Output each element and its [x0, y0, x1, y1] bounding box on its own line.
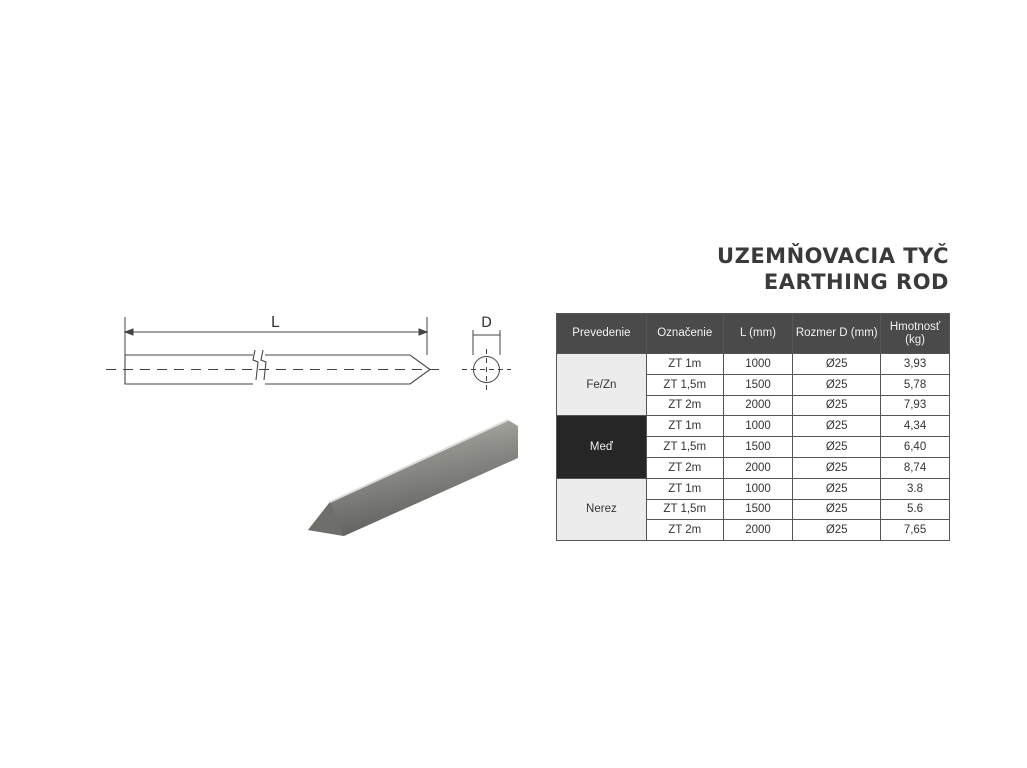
diameter-cell: Ø25 [793, 520, 881, 541]
rod-technical-drawing [100, 305, 520, 400]
material-cell: Nerez [557, 478, 647, 540]
table-header-row [557, 314, 950, 354]
diameter-cell: Ø25 [793, 499, 881, 520]
length-cell: 2000 [723, 520, 793, 541]
length-cell: 1000 [723, 354, 793, 375]
designation-cell: ZT 1m [646, 354, 723, 375]
length-cell: 2000 [723, 457, 793, 478]
header-prevedenie: Prevedenie [557, 314, 647, 354]
weight-cell: 7,93 [881, 395, 950, 416]
designation-cell: ZT 1,5m [646, 437, 723, 458]
designation-cell: ZT 2m [646, 457, 723, 478]
table-row [557, 478, 950, 499]
designation-cell: ZT 1m [646, 416, 723, 437]
length-cell: 1500 [723, 499, 793, 520]
weight-cell: 6,40 [881, 437, 950, 458]
diameter-cell: Ø25 [793, 478, 881, 499]
length-cell: 1000 [723, 416, 793, 437]
length-cell: 1500 [723, 437, 793, 458]
table-row [557, 354, 950, 375]
rod-outline [106, 350, 440, 384]
rod-photo [300, 418, 525, 543]
title-en: EARTHING ROD [763, 270, 949, 294]
diameter-dimension [462, 330, 511, 390]
header-weight: Hmotnosť (kg) [881, 314, 950, 354]
designation-cell: ZT 1,5m [646, 499, 723, 520]
diameter-cell: Ø25 [793, 354, 881, 375]
diameter-cell: Ø25 [793, 416, 881, 437]
designation-cell: ZT 1,5m [646, 374, 723, 395]
weight-cell: 3.8 [881, 478, 950, 499]
spec-table [556, 313, 950, 541]
designation-cell: ZT 1m [646, 478, 723, 499]
diameter-cell: Ø25 [793, 457, 881, 478]
designation-cell: ZT 2m [646, 520, 723, 541]
designation-cell: ZT 2m [646, 395, 723, 416]
weight-cell: 5.6 [881, 499, 950, 520]
title-sk: UZEMŇOVACIA TYČ [717, 244, 949, 268]
length-cell: 2000 [723, 395, 793, 416]
table-row [557, 416, 950, 437]
weight-cell: 7,65 [881, 520, 950, 541]
weight-cell: 4,34 [881, 416, 950, 437]
weight-cell: 3,93 [881, 354, 950, 375]
header-length: L (mm) [723, 314, 793, 354]
diameter-cell: Ø25 [793, 437, 881, 458]
material-cell: Meď [557, 416, 647, 478]
header-diameter: Rozmer D (mm) [793, 314, 881, 354]
material-cell: Fe/Zn [557, 354, 647, 416]
length-label: L [270, 313, 280, 331]
length-cell: 1500 [723, 374, 793, 395]
diameter-label: D [481, 315, 492, 331]
diameter-cell: Ø25 [793, 395, 881, 416]
length-cell: 1000 [723, 478, 793, 499]
weight-cell: 8,74 [881, 457, 950, 478]
diameter-cell: Ø25 [793, 374, 881, 395]
header-oznacenie: Označenie [646, 314, 723, 354]
weight-cell: 5,78 [881, 374, 950, 395]
